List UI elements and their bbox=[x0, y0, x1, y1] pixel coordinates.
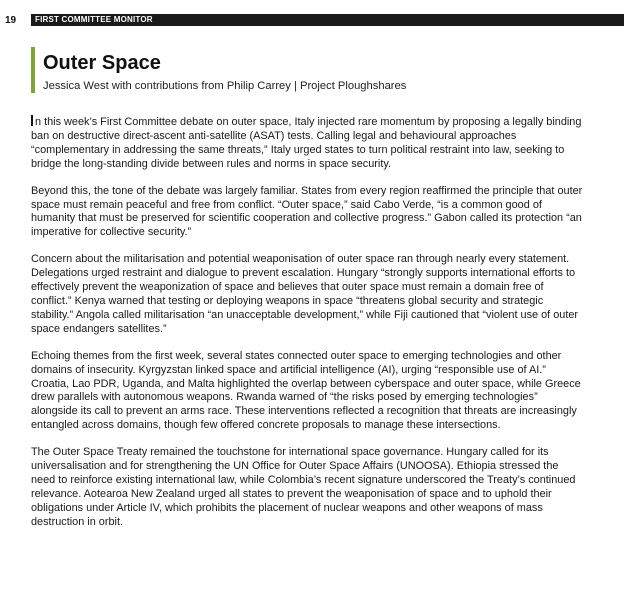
article-paragraph-3: Concern about the militarisation and potential weaponisation of outer space ran through nearly every statement. Delegations urged restraint and dialogue to prevent escalation. Hungary “strongly supports international efforts to effectively prevent the weaponization of space and believes that outer space must remain a domain free of conflict.” Kenya warned that testing or deploying weapons in space “threatens global security and strategic stability.” Angola called militarisation “an unacceptable development,” while Fiji cautioned that “violent use of outer space endangers satellites.” bbox=[31, 253, 579, 335]
article-title: Outer Space bbox=[43, 52, 161, 74]
header-label: FIRST COMMITTEE MONITOR bbox=[35, 15, 153, 24]
title-block bbox=[31, 47, 406, 93]
drop-cap-mark bbox=[31, 115, 33, 126]
page-number: 19 bbox=[5, 15, 17, 26]
article-paragraph-2: Beyond this, the tone of the debate was largely familiar. States from every region reaffirmed the principle that outer space must remain peaceful and free from conflict. “Outer space,” said Cabo Verde, “is a common good of humanity that must be preserved for scientific cooperation and collective progress.” Gabon called its protection “an imperative for collective security.” bbox=[31, 184, 583, 239]
article-body bbox=[31, 115, 583, 543]
article-paragraph-4: Echoing themes from the first week, several states connected outer space to emerging technologies and other domains of insecurity. Kyrgyzstan linked space and artificial intelligence (AI), urging “responsible use of AI.” Croatia, Lao PDR, Uganda, and Malta highlighted the overlap between cyberspace and outer space, while Greece drew parallels with autonomous weapons. Rwanda warned of “the risks posed by emerging technologies” alongside its call to prevent an arms race. These interventions reflected a recognition that threats are increasingly entangled across domains, though few offered concrete proposals to manage these intersections. bbox=[31, 349, 581, 432]
article-paragraph-5: The Outer Space Treaty remained the touchstone for international space governance. Hungary called for its universalisation and for strengthening the UN Office for Outer Space Affairs (UNOOSA). Ethiopia stressed the need to reinforce existing international law, while Colombia’s recent signature underscored the Treaty’s continued relevance. Aotearoa New Zealand urged all states to prevent the weaponisation of space and to uphold their obligations under Article IV, which prohibits the placement of nuclear weapons and other weapons of mass destruction in orbit. bbox=[31, 446, 576, 528]
paragraph-1-text: n this week’s First Committee debate on outer space, Italy injected rare momentum by proposing a legally binding ban on destructive direct-ascent anti-satellite (ASAT) tests. Calling legal and behavioural approaches “complementary in addressing the same threats,” Italy urged states to turn political restraint into law, seeking to bridge the long-standing divide between rules and norms in space security. bbox=[31, 116, 582, 170]
article-paragraph-1 bbox=[31, 115, 583, 172]
article-byline: Jessica West with contributions from Philip Carrey | Project Ploughshares bbox=[43, 80, 407, 92]
header-bar bbox=[31, 14, 624, 26]
